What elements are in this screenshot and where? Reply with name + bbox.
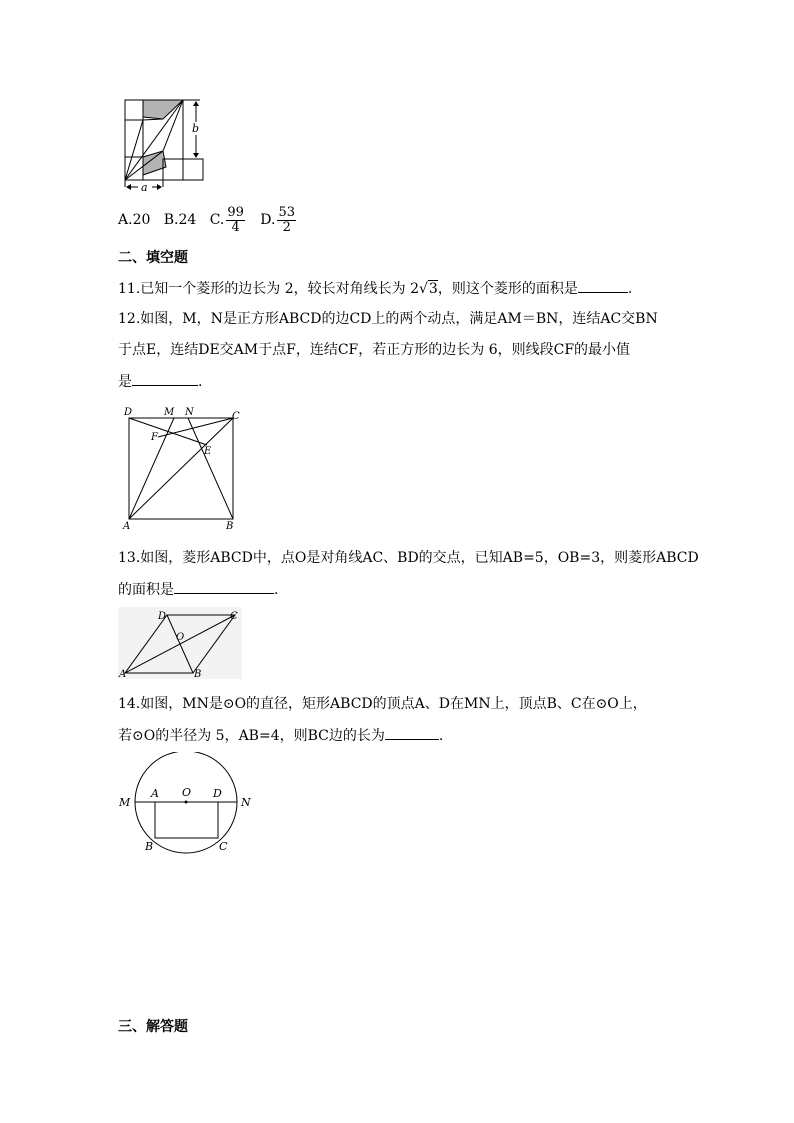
fig14-label-o: O [182, 786, 192, 799]
fig13-label-a: A [119, 669, 127, 679]
section-heading-fill-blank: 二、填空题 [118, 250, 188, 266]
question-13-line-1: 13.如图，菱形ABCD中，点O是对角线AC、BD的交点，已知AB=5，OB=3，则菱形ABCD [118, 550, 699, 566]
fig12-label-a: A [123, 521, 131, 531]
fig14-label-n: N [241, 796, 251, 809]
answer-blank[interactable] [578, 278, 628, 293]
option-b[interactable]: B.24 [163, 212, 197, 228]
fig13-label-b: B [194, 669, 202, 679]
fig12-label-n: N [185, 407, 194, 418]
question-12-line-3: 是 . [118, 371, 202, 392]
question-11: 11.已知一个菱形的边长为 2，较长对角线长为 2√3，则这个菱形的面积是 . [118, 278, 632, 299]
fig14-label-d: D [213, 787, 222, 800]
section-heading-answer: 三、解答题 [118, 1019, 188, 1035]
fig13-label-d: D [158, 611, 167, 622]
figure-q14 [116, 752, 258, 858]
answer-blank[interactable] [132, 371, 198, 386]
fig10-label-b: b [192, 122, 200, 135]
fig14-label-b: B [145, 840, 154, 853]
fig12-label-c: C [232, 411, 240, 422]
fig12-label-e: E [204, 446, 212, 457]
question-14-line-2: 若⊙O的半径为 5，AB=4，则BC边的长为 . [118, 725, 443, 746]
fig12-label-b: B [226, 521, 234, 531]
fig13-label-o: O [176, 632, 185, 643]
option-d[interactable]: D. $\frac{53}{2}$ [260, 204, 295, 235]
option-c[interactable]: C. $\frac{99}{4}$ [209, 204, 244, 235]
option-a[interactable]: A.20 [118, 212, 151, 228]
question-14-line-1: 14.如图，MN是⊙O的直径，矩形ABCD的顶点A、D在MN上，顶点B、C在⊙O上， [118, 696, 647, 712]
answer-blank[interactable] [385, 725, 439, 740]
question-12-line-1: 12.如图，M，N是正方形ABCD的边CD上的两个动点，满足AM＝BN，连结AC交BN [118, 311, 658, 327]
q10-options [118, 200, 298, 240]
question-13-line-2: 的面积是 . [118, 579, 278, 600]
fig14-label-a: A [151, 787, 159, 800]
answer-blank[interactable] [174, 579, 274, 594]
fraction: $\frac{53}{2}$ [278, 204, 295, 235]
figure-q10 [118, 95, 208, 195]
figure-q12 [118, 403, 248, 531]
fig14-label-m: M [119, 796, 131, 809]
figure-q13 [118, 607, 242, 679]
fraction: $\frac{99}{4}$ [227, 204, 244, 235]
fig12-label-f: F [151, 432, 158, 443]
fig14-label-c: C [219, 840, 228, 853]
fig10-label-a: a [141, 181, 148, 194]
fig12-label-m: M [164, 407, 175, 418]
question-12-line-2: 于点E，连结DE交AM于点F，连结CF，若正方形的边长为 6，则线段CF的最小值 [118, 342, 631, 358]
fig12-label-d: D [124, 407, 133, 418]
fig13-label-c: C [230, 611, 238, 622]
